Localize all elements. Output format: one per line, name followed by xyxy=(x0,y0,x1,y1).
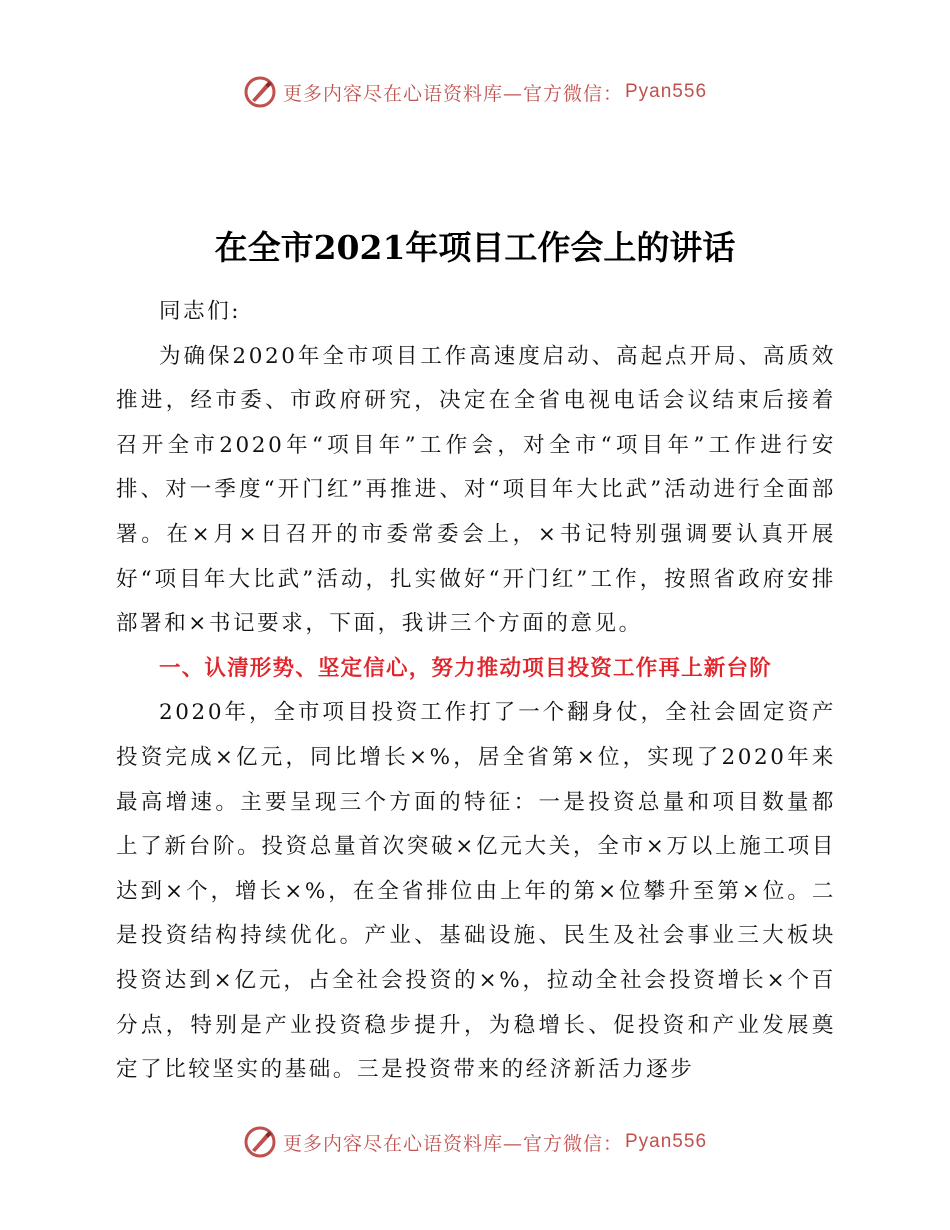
footer-watermark-banner xyxy=(0,1122,950,1162)
wechat-id: Pyan556 xyxy=(625,81,708,102)
body-paragraph: 2020年，全市项目投资工作打了一个翻身仗，全社会固定资产投资完成×亿元，同比增长×%，居全省第×位，实现了2020年来最高增速。主要呈现三个方面的特征：一是投资总量和项目数量都上了新台阶。投资总量首次突破×亿元大关，全市×万以上施工项目达到×个，增长×%，在全省排位由上年的第×位攀升至第×位。二是投资结构持续优化。产业、基础设施、民生及社会事业三大板块投资达到×亿元，占全社会投资的×%，拉动全社会投资增长×个百分点，特别是产业投资稳步提升，为稳增长、促投资和产业发展奠定了比较坚实的基础。三是投资带来的经济新活力逐步 xyxy=(116,700,836,1083)
section-heading: 一、认清形势、坚定信心，努力推动项目投资工作再上新台阶 xyxy=(159,655,772,681)
pen-circle-logo-icon xyxy=(243,1125,277,1159)
salutation: 同志们: xyxy=(159,299,242,324)
document-body xyxy=(116,290,836,1093)
banner-text: 更多内容尽在心语资料库—官方微信： xyxy=(282,82,623,105)
header-watermark-banner xyxy=(0,72,950,112)
pen-circle-logo-icon xyxy=(243,75,277,109)
banner-text: 更多内容尽在心语资料库—官方微信： xyxy=(282,1132,623,1155)
wechat-id: Pyan556 xyxy=(625,1131,708,1152)
body-paragraph: 为确保2020年全市项目工作高速度启动、高起点开局、高质效推进，经市委、市政府研究，决定在全省电视电话会议结束后接着召开全市2020年“项目年”工作会，对全市“项目年”工作进行安排、对一季度“开门红”再推进、对“项目年大比武”活动进行全面部署。在×月×日召开的市委常委会上，×书记特别强调要认真开展好“项目年大比武”活动，扎实做好“开门红”工作，按照省政府安排部署和×书记要求，下面，我讲三个方面的意见。 xyxy=(116,343,836,637)
document-title: 在全市2021年项目工作会上的讲话 xyxy=(214,228,736,267)
